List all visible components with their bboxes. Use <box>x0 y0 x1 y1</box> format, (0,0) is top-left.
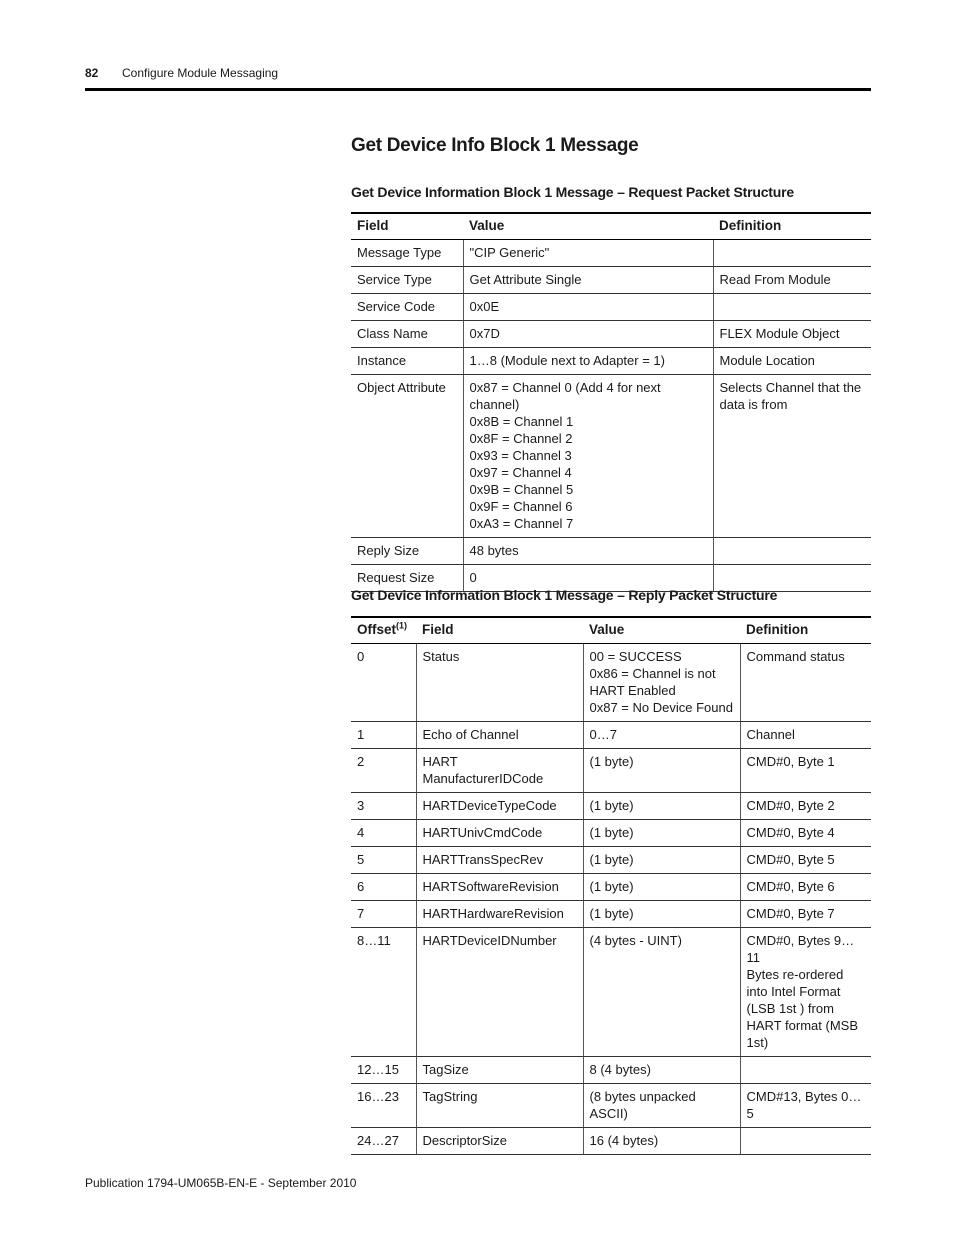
field-cell: HARTTransSpecRev <box>416 847 583 874</box>
definition-cell <box>740 1057 871 1084</box>
field-cell: HARTSoftwareRevision <box>416 874 583 901</box>
reply-table-caption: Get Device Information Block 1 Message – Reply Packet Structure <box>351 587 778 603</box>
field-cell: HARTUnivCmdCode <box>416 820 583 847</box>
table-row <box>351 644 871 722</box>
value-cell: (1 byte) <box>583 847 740 874</box>
offset-cell: 2 <box>351 749 416 793</box>
table-row <box>351 538 871 565</box>
field-cell: Class Name <box>351 321 463 348</box>
table-row <box>351 1057 871 1084</box>
value-cell: 0x87 = Channel 0 (Add 4 for next channel) 0x8B = Channel 1 0x8F = Channel 2 0x93 = Channel 3 0x97 = Channel 4 0x9B = Channel 5 0x9F = Channel 6 0xA3 = Channel 7 <box>463 375 713 538</box>
header-rule <box>85 88 871 91</box>
table-row <box>351 267 871 294</box>
table-row <box>351 874 871 901</box>
field-cell: HARTDeviceIDNumber <box>416 928 583 1057</box>
value-cell: Get Attribute Single <box>463 267 713 294</box>
offset-cell: 0 <box>351 644 416 722</box>
table-header-row <box>351 617 871 644</box>
value-cell: 0x7D <box>463 321 713 348</box>
publication-footer: Publication 1794-UM065B-EN-E - September 2010 <box>85 1176 357 1190</box>
column-header-definition: Definition <box>740 617 871 644</box>
value-cell: 1…8 (Module next to Adapter = 1) <box>463 348 713 375</box>
definition-cell: CMD#0, Byte 7 <box>740 901 871 928</box>
offset-cell: 5 <box>351 847 416 874</box>
definition-cell <box>713 240 871 267</box>
definition-cell: CMD#0, Bytes 9…11 Bytes re-ordered into Intel Format (LSB 1st ) from HART format (MSB 1st) <box>740 928 871 1057</box>
column-header-definition: Definition <box>713 213 871 240</box>
offset-cell: 6 <box>351 874 416 901</box>
table-row <box>351 722 871 749</box>
table-row <box>351 240 871 267</box>
value-cell: 00 = SUCCESS 0x86 = Channel is not HART Enabled 0x87 = No Device Found <box>583 644 740 722</box>
definition-cell: CMD#13, Bytes 0…5 <box>740 1084 871 1128</box>
value-cell: (4 bytes - UINT) <box>583 928 740 1057</box>
value-cell: 0…7 <box>583 722 740 749</box>
reply-packet-table <box>351 616 871 1155</box>
column-header-value: Value <box>463 213 713 240</box>
request-table-caption: Get Device Information Block 1 Message – Request Packet Structure <box>351 184 794 200</box>
definition-cell: CMD#0, Byte 6 <box>740 874 871 901</box>
field-cell: Service Code <box>351 294 463 321</box>
definition-cell: FLEX Module Object <box>713 321 871 348</box>
value-cell: "CIP Generic" <box>463 240 713 267</box>
definition-cell: CMD#0, Byte 4 <box>740 820 871 847</box>
offset-header-label: Offset <box>357 622 397 637</box>
definition-cell: CMD#0, Byte 5 <box>740 847 871 874</box>
value-cell: 0x0E <box>463 294 713 321</box>
field-cell: Message Type <box>351 240 463 267</box>
definition-cell: Channel <box>740 722 871 749</box>
field-cell: Echo of Channel <box>416 722 583 749</box>
offset-cell: 12…15 <box>351 1057 416 1084</box>
field-cell: HART ManufacturerIDCode <box>416 749 583 793</box>
value-cell: (1 byte) <box>583 793 740 820</box>
table-row <box>351 749 871 793</box>
table-row <box>351 1084 871 1128</box>
field-cell: Object Attribute <box>351 375 463 538</box>
offset-cell: 16…23 <box>351 1084 416 1128</box>
request-packet-table <box>351 212 871 592</box>
table-row <box>351 294 871 321</box>
table-row <box>351 1128 871 1155</box>
table-row <box>351 847 871 874</box>
definition-cell: Read From Module <box>713 267 871 294</box>
field-cell: Status <box>416 644 583 722</box>
field-cell: DescriptorSize <box>416 1128 583 1155</box>
footnote-marker: (1) <box>396 620 408 631</box>
definition-cell: Command status <box>740 644 871 722</box>
value-cell: (1 byte) <box>583 749 740 793</box>
field-cell: TagString <box>416 1084 583 1128</box>
column-header-offset <box>351 617 416 644</box>
definition-cell <box>740 1128 871 1155</box>
definition-cell: Module Location <box>713 348 871 375</box>
field-cell: HARTHardwareRevision <box>416 901 583 928</box>
offset-cell: 8…11 <box>351 928 416 1057</box>
table-row <box>351 901 871 928</box>
running-header: Configure Module Messaging <box>122 66 279 80</box>
offset-cell: 7 <box>351 901 416 928</box>
column-header-field: Field <box>351 213 463 240</box>
definition-cell <box>713 294 871 321</box>
value-cell: 48 bytes <box>463 538 713 565</box>
definition-cell: CMD#0, Byte 1 <box>740 749 871 793</box>
field-cell: HARTDeviceTypeCode <box>416 793 583 820</box>
value-cell: (1 byte) <box>583 901 740 928</box>
column-header-value: Value <box>583 617 740 644</box>
offset-cell: 4 <box>351 820 416 847</box>
value-cell: (8 bytes unpacked ASCII) <box>583 1084 740 1128</box>
table-row <box>351 928 871 1057</box>
table-header-row <box>351 213 871 240</box>
value-cell: (1 byte) <box>583 820 740 847</box>
field-cell: Request Size <box>351 565 463 592</box>
definition-cell: Selects Channel that the data is from <box>713 375 871 538</box>
table-row <box>351 793 871 820</box>
definition-cell <box>713 538 871 565</box>
table-row <box>351 348 871 375</box>
field-cell: Service Type <box>351 267 463 294</box>
offset-cell: 24…27 <box>351 1128 416 1155</box>
column-header-field: Field <box>416 617 583 644</box>
definition-cell: CMD#0, Byte 2 <box>740 793 871 820</box>
offset-cell: 1 <box>351 722 416 749</box>
page-number: 82 <box>85 66 99 80</box>
value-cell: 8 (4 bytes) <box>583 1057 740 1084</box>
table-row <box>351 321 871 348</box>
table-row <box>351 820 871 847</box>
field-cell: TagSize <box>416 1057 583 1084</box>
section-title: Get Device Info Block 1 Message <box>351 135 639 156</box>
value-cell: 0 <box>463 565 713 592</box>
field-cell: Instance <box>351 348 463 375</box>
table-row <box>351 375 871 538</box>
field-cell: Reply Size <box>351 538 463 565</box>
value-cell: (1 byte) <box>583 874 740 901</box>
value-cell: 16 (4 bytes) <box>583 1128 740 1155</box>
offset-cell: 3 <box>351 793 416 820</box>
